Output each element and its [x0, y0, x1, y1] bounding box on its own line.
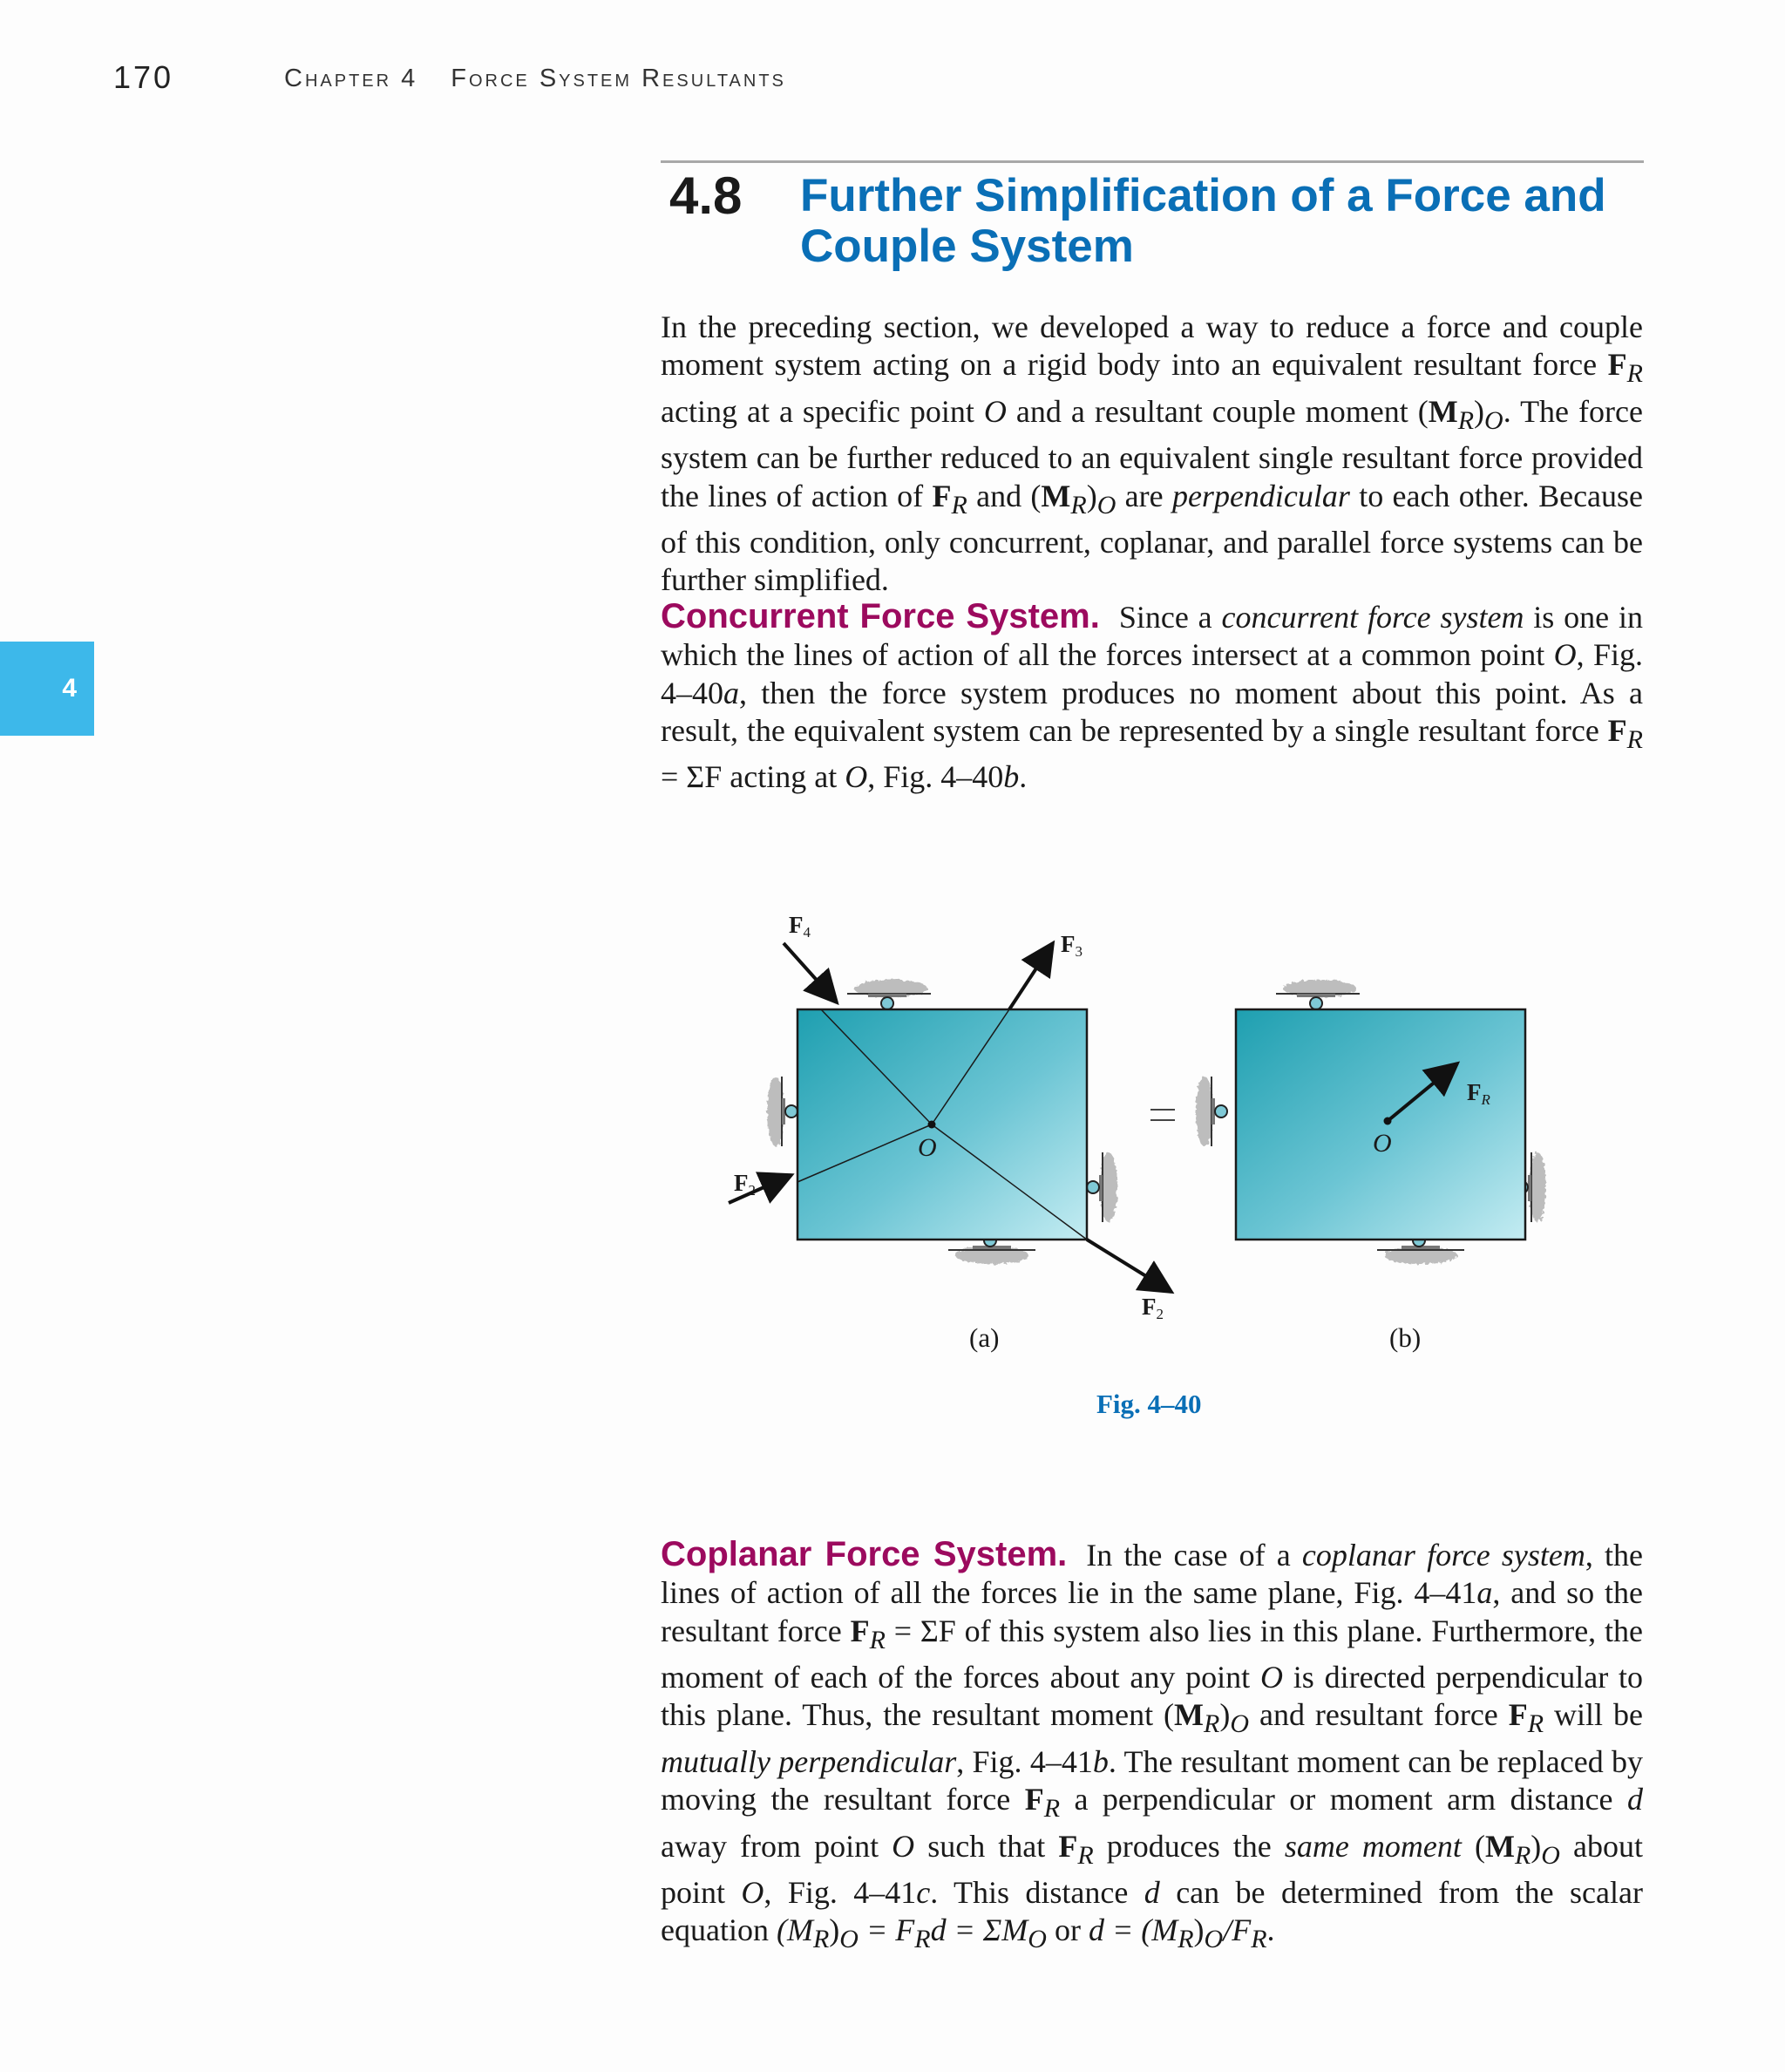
label-f4: $F_4$: [789, 912, 811, 941]
section-title: Further Simplification of a Force and Couple System: [800, 170, 1606, 272]
arrow-f2-bottom: [1087, 1240, 1171, 1292]
figure-drawing: [715, 898, 1586, 1403]
equals-sign: [1150, 1110, 1175, 1120]
label-f2-bottom: $F_2$: [1142, 1294, 1164, 1322]
coplanar-paragraph: Coplanar Force System. In the case of a coplanar force system, the lines of action of all the forces lie in the same plane, Fig. 4–41a, and so the resultant force $F_R = \Sigma F$ of this system also lies in this plane. Furthermore, the moment of each of the forces about any point O is directed perpendicular to this plane. Thus, the resultant moment $(M_R)_O$ and resultant force $F_R$ will be mutually perpendicular, Fig. 4–41b. The resultant moment can be replaced by moving the resultant force $F_R$ a perpendicular or moment arm distance d away from point O such that $F_R$ produces the same moment $(M_R)_O$ about point O, Fig. 4–41c. This distance d can be determined from the scalar equation $(M_R)_O = F_Rd = \Sigma M_O$ or $d = (M_R)_O/F_R$.: [661, 1535, 1643, 1954]
concurrent-heading: Concurrent Force System.: [661, 597, 1100, 635]
label-panel-b: (b): [1389, 1322, 1422, 1353]
support-left-b: [1196, 1077, 1227, 1146]
figure-4-40: [715, 898, 1586, 1403]
plate-b: [1236, 1009, 1525, 1240]
support-left-a: [767, 1077, 797, 1146]
chapter-label: Chapter 4: [284, 65, 418, 92]
running-header: [284, 65, 786, 93]
plate-a: [797, 1009, 1087, 1240]
page-number: 170: [113, 59, 174, 95]
panel-a: [729, 943, 1171, 1292]
support-top-a: [847, 980, 931, 1009]
section-number: 4.8: [669, 166, 743, 225]
coplanar-heading: Coplanar Force System.: [661, 1535, 1068, 1573]
chapter-tab: [0, 642, 94, 736]
arrow-f4: [784, 943, 837, 1002]
label-f3: $F_3$: [1061, 931, 1083, 960]
chapter-tab-number: 4: [62, 674, 77, 703]
intro-paragraph: In the preceding section, we developed a way to reduce a force and couple moment system acting on a rigid body into an equivalent resultant force $F_R$ acting at a specific point O and a resultant couple moment $(M_R)_O$. The force system can be further reduced to an equivalent single resultant force provided the lines of action of $F_R$ and $(M_R)_O$ are perpendicular to each other. Because of this condition, only concurrent, coplanar, and parallel force systems can be further simplified.: [661, 309, 1644, 598]
label-f2-left: $F_2$: [734, 1170, 756, 1199]
section-rule: [661, 160, 1644, 163]
chapter-title: Force System Resultants: [451, 65, 786, 92]
label-fr: $F_R$: [1467, 1079, 1490, 1108]
support-right-a: [1087, 1152, 1117, 1222]
figure-caption: Fig. 4–40: [1096, 1389, 1202, 1419]
label-panel-a: (a): [969, 1322, 1000, 1353]
point-o-a: [928, 1121, 936, 1129]
label-o-b: O: [1373, 1129, 1392, 1158]
panel-b: [1196, 980, 1546, 1264]
label-o-a: O: [918, 1133, 937, 1162]
support-top-b: [1276, 980, 1360, 1009]
concurrent-paragraph: Concurrent Force System. Since a concurrent force system is one in which the lines of action of all the forces intersect at a common point O, Fig. 4–40a, then the force system produces no moment about this point. As a result, the equivalent system can be represented by a single resultant force $F_R = \Sigma F$ acting at O, Fig. 4–40b.: [661, 597, 1643, 795]
arrow-f3: [1009, 943, 1053, 1009]
